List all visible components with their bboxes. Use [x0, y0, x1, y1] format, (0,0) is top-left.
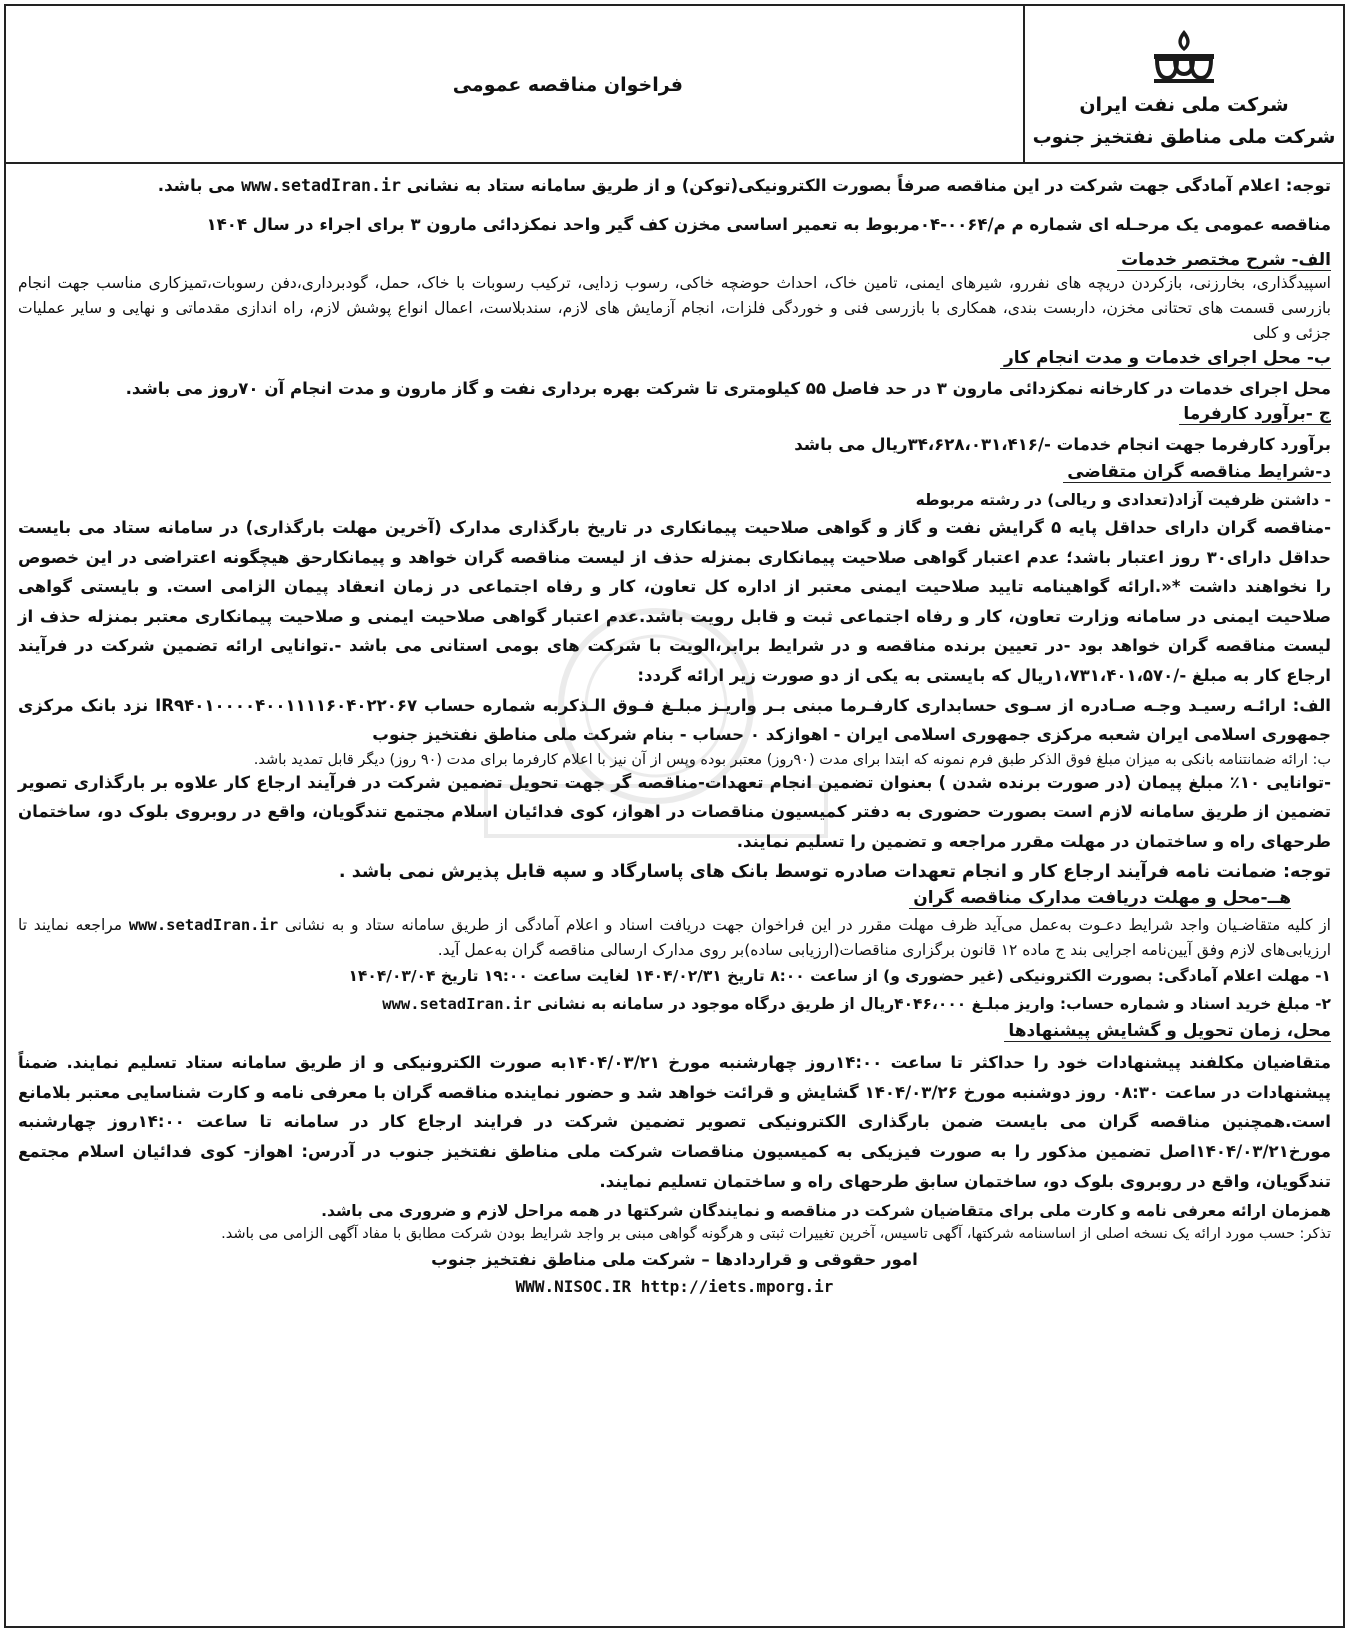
tender-notice-page	[4, 4, 1345, 1628]
notice-body	[6, 164, 1343, 1296]
section-d-heading: د-شرایط مناقصه گران متقاضی	[1063, 462, 1331, 483]
setad-url-link-3[interactable]: www.setadIran.ir	[382, 995, 532, 1014]
setad-url-link-2[interactable]: www.setadIran.ir	[128, 916, 279, 935]
company-name-nisoc: شرکت ملی مناطق نفتخیز جنوب	[1032, 126, 1336, 148]
section-d-option-a: الف: ارائـه رسیـد وجـه صـادره از سـوی حسابداری کارفـرما مبنی بـر واریـز مبلـغ فـوق الـذکربه شماره حساب IR۹۴۰۱۰۰۰۰۴۰۰۱۱۱۱۶۰۴۰۲۲۰۶۷ نزد بانک مرکزی جمهوری اسلامی ایران شعبه مرکزی جمهوری اسلامی ایران - اهوازکد ۰ حساب - بنام شرکت ملی مناطق نفتخیز جنوب	[18, 695, 1331, 745]
section-d-requirements: -مناقصه گران دارای حداقل پایه ۵ گرایش نفت و گاز و گواهی صلاحیت پیمانکاری در تاریخ بارگذاری مدارک (آخرین مهلت بارگذاری) در سامانه ستاد می بایست حداقل دارای۳۰ روز اعتبار باشد؛ عدم اعتبار گواهی صلاحیت پیمانکاری بمنزله حذف از لیست مناقصه گران خواهد و پیمانکارحق هیچگونه اعتراضی در این خصوص را نخواهند داشت *«.ارائه گواهینامه تایید صلاحیت ایمنی معتبر از اداره کل تعاون، کار و رفاه اجتماعی در زمان انعقاد پیمان الزامی است. و بایستی گواهی صلاحیت ایمنی در سامانه وزارت تعاون، کار و رفاه اجتماعی ثبت و قابل رویت باشد.عدم اعتبار گواهی صلاحیت ایمنی و صلاحیت پیمانکاری معتبر بمنزله حذف از لیست مناقصه گران خواهد بود -در تعیین برنده مناقصه و در شرایط برابر،الویت با شرکت های بومی استانی می باشد -.توانایی ارائه تضمین شرکت در فرآیند ارجاع کار به مبلغ -/۱،۷۳۱،۴۰۱،۵۷۰ریال که بایستی به یکی از دو صورت زیر ارائه گردد:	[18, 518, 1331, 685]
section-c-body: برآورد کارفرما جهت انجام خدمات -/۳۴،۶۲۸،۰۳۱،۴۱۶ریال می باشد	[794, 435, 1331, 455]
section-e-item-deadline: ۱- مهلت اعلام آمادگی: بصورت الکترونیکی (غیر حضوری و) از ساعت ۸:۰۰ تاریخ ۱۴۰۴/۰۲/۳۱ لغایت ساعت ۱۹:۰۰ تاریخ ۱۴۰۴/۰۳/۰۴	[348, 967, 1331, 986]
section-b-heading: ب- محل اجرای خدمات و مدت انجام کار	[1000, 348, 1331, 369]
section-e-item-fee-text: ۲- مبلغ خرید اسناد و شماره حساب: واریز مبلـغ ۴۰۴۶،۰۰۰ریال از طریق درگاه موجود در سامانه به نشانی	[536, 995, 1331, 1014]
section-d-option-b: ب: ارائه ضمانتنامه بانکی به میزان مبلغ فوق الذکر طبق فرم نمونه که ابتدا برای مدت (۹۰روز) معتبر بوده وپس از آن نیز با اعلام کارفرما برای مدت (۹۰ روز) دیگر قابل تمدید باشد.	[253, 751, 1331, 768]
setad-url-link[interactable]: www.setadIran.ir	[241, 176, 401, 195]
section-e-body	[18, 913, 1331, 963]
footer-urls	[18, 1277, 1331, 1296]
closing-department: امور حقوقی و قراردادها – شرکت ملی مناطق نفتخیز جنوب	[431, 1250, 918, 1270]
company-block	[1023, 6, 1343, 162]
closing-id-requirement: همزمان ارائه معرفی نامه و کارت ملی برای متقاضیان شرکت در مناقصه و نمایندگان شرکتها در همه مراحل لازم و ضروری می باشد.	[321, 1202, 1331, 1221]
section-c-heading: ج -برآورد کارفرما	[1179, 404, 1331, 425]
tender-title: مناقصه عمومی یک مرحـله ای شماره م م/۰۰۶۴-۰۴مربوط به تعمیر اساسی مخزن کف گیر واحد نمکزدائی مارون ۳ برای اجراء در سال ۱۴۰۴	[206, 215, 1331, 234]
section-e-body-start: از کلیه متقاضـیان واجد شرایط دعـوت به‌عمل می‌آید ظرف مهلت مقرر در این فراخوان جهت دریافت اسناد و اعلام آمادگی از طریق سامانه ستاد و به نشانی	[284, 916, 1331, 935]
section-f-heading: محل، زمان تحویل و گشایش پیشنهادها	[1004, 1021, 1331, 1042]
section-a-body: اسپیدگذاری، بخارزنی، بازکردن دریچه های نفررو، شیرهای ایمنی، تامین خاک، احداث حوضچه خاکی، رسوب زدایی، ترکیب رسوبات با خاک، حمل، گودبرداری،دفن رسوبات،تمیزکاری مناسب جهت انجام بازرسی قسمت های تحتانی مخزن، داربست بندی، همکاری با بازرسی فنی و خوردگی فلزات، انجام آزمایش های لازم، سندبلاست، اعمال انواع پوشش لازم، راه اندازی مقدماتی و نهایی و سایر عملیات جزئی و کلی	[18, 274, 1331, 343]
section-e-body-end: مراجعه نمایند تا ارزیابی‌های لازم وفق آیین‌نامه اجرایی بند ج ماده ۱۲ قانون برگزاری مناقصات(ارزیابی ساده)بر روی مدارک ارسالی مناقصه گران به‌عمل آید.	[18, 916, 1331, 960]
guarantee-notice: توجه: ضمانت نامه فرآیند ارجاع کار و انجام تعهدات صادره توسط بانک های پاسارگاد و سپه قابل پذیرش نمی باشد .	[338, 862, 1331, 883]
section-d-performance-guarantee: -توانایی ۱۰٪ مبلغ پیمان (در صورت برنده شدن ) بعنوان تضمین انجام تعهدات-مناقصه گر جهت تحویل تضمین شرکت در فرآیند ارجاع کار علاوه بر بارگذاری تصویر تضمین از طریق سامانه لازم است بصورت حضوری به دفتر کمیسیون مناقصات در اهواز، کوی فدائیان اسلام مجتمع تندگویان، واقع در روبروی بلوک دو، ساختمان طرحهای راه و ساختمان در مهلت مقرر مراجعه و تضمین را تسلیم نمایند.	[18, 772, 1332, 851]
footer-url-links[interactable]: WWW.NISOC.IR http://iets.mporg.ir	[515, 1277, 834, 1297]
electronic-notice-suffix: می باشد.	[157, 176, 236, 195]
section-b-body: محل اجرای خدمات در کارخانه نمکزدائی مارون ۳ در حد فاصل ۵۵ کیلومتری تا شرکت بهره برداری نفت و گاز مارون و مدت انجام آن ۷۰روز می باشد.	[125, 379, 1331, 399]
nioc-flame-logo-icon	[1149, 28, 1219, 86]
section-e-heading: هــ-محل و مهلت دریافت مدارک مناقصه گران	[909, 888, 1291, 909]
header	[6, 6, 1343, 164]
section-f-body: متقاضیان مکلفند پیشنهادات خود را حداکثر تا ساعت ۱۴:۰۰روز چهارشنبه مورخ ۱۴۰۴/۰۳/۲۱به صورت الکترونیکی و از طریق سامانه ستاد تسلیم نمایند. ضمناً پیشنهادات در ساعت ۰۸:۳۰ روز دوشنبه مورخ ۱۴۰۴/۰۳/۲۶ گشایش و قرائت خواهد شد و حضور نماینده مناقصه گران با معرفی نامه و کارت شناسایی معتبر بلامانع است.همچنین مناقصه گران می بایست ضمن بارگذاری الکترونیکی تصویر تضمین شرکت در فرایند ارجاع کار در سامانه تا ساعت ۱۴:۰۰روز چهارشنبه مورخ۱۴۰۴/۰۳/۲۱اصل تضمین مذکور را به صورت فیزیکی به کمیسیون مناقصات شرکت ملی مناطق نفتخیز جنوب در آدرس: اهواز- کوی فدائیان اسلام مجتمع تندگویان، واقع در روبروی بلوک دو، ساختمان سابق طرحهای راه و ساختمان تسلیم نمایند.	[18, 1053, 1332, 1191]
company-name-nioc: شرکت ملی نفت ایران	[1079, 94, 1289, 116]
section-d-capacity: - داشتن ظرفیت آزاد(تعدادی و ریالی) در رشته مربوطه	[915, 491, 1331, 510]
header-title-cell	[6, 6, 1023, 162]
closing-reminder: تذکر: حسب مورد ارائه یک نسخه اصلی از اساسنامه شرکتها، آگهی تاسیس، آخرین تغییرات ثبتی و هرگونه گواهی مبنی بر واجد شرایط بودن شرکت مطابق با مفاد آگهی الزامی می باشد.	[221, 1226, 1331, 1243]
section-e-item-fee	[18, 995, 1331, 1013]
section-a-heading: الف- شرح مختصر خدمات	[1117, 250, 1331, 271]
electronic-notice-text: توجه: اعلام آمادگی جهت شرکت در این مناقصه صرفاً بصورت الکترونیکی(توکن) و از طریق سامانه ستاد به نشانی	[406, 176, 1331, 195]
electronic-notice	[18, 176, 1331, 195]
page-title: فراخوان مناقصه عمومی	[452, 74, 683, 96]
